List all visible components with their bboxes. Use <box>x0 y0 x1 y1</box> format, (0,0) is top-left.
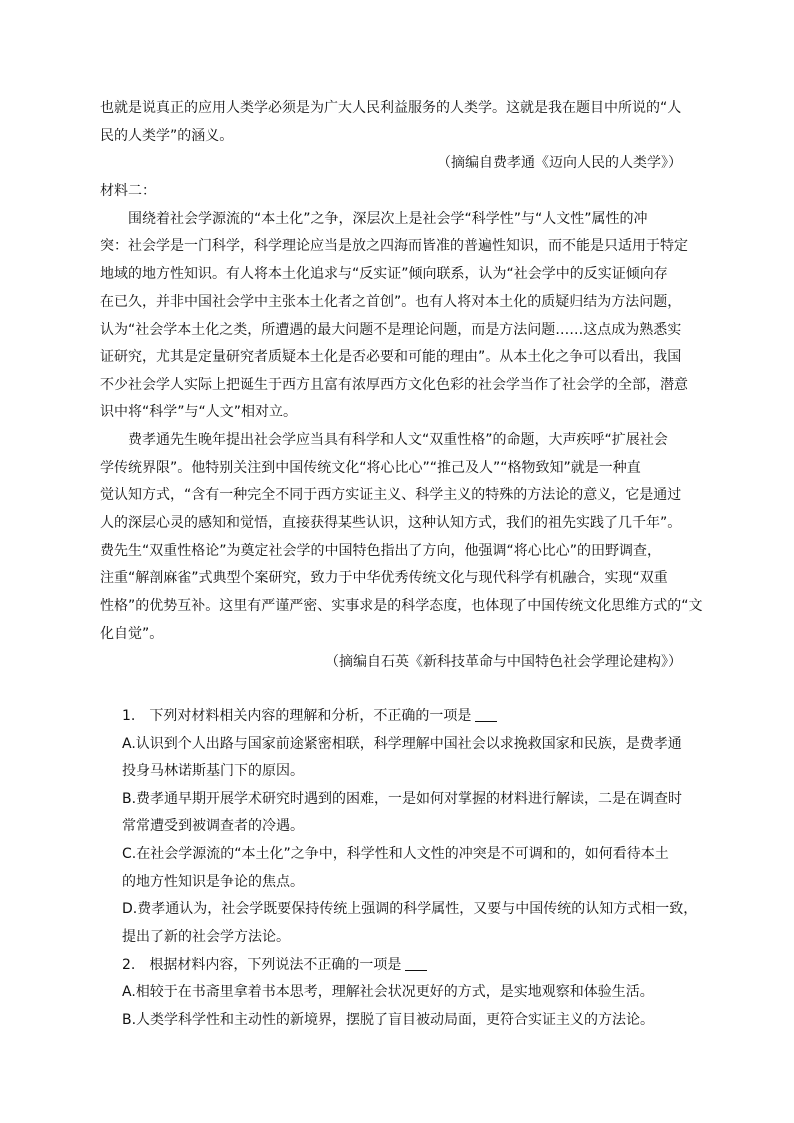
material-two-p1-line: 地域的地方性知识。有人将本土化追求与“反实证”倾向联系，认为“社会学中的反实证倾向存 <box>100 266 668 282</box>
question-1-option-b: B.费孝通早期开展学术研究时遇到的困难，一是如何对掌握的材料进行解读，二是在调查时 <box>122 791 683 807</box>
question-1-stem <box>122 702 497 730</box>
material-two-p2-line: 注重“解剖麻雀”式典型个案研究，致力于中华优秀传统文化与现代科学有机融合，实现“双重 <box>100 570 668 586</box>
question-1-option-b-cont: 常常遭受到被调查者的冷遇。 <box>122 818 304 834</box>
material-one-line-2: 民的人类学”的涵义。 <box>100 128 234 144</box>
material-one-source: （摘编自费孝通《迈向人民的人类学》） <box>437 155 682 171</box>
material-two-p1-line: 认为“社会学本土化之类，所遭遇的最大问题不是理论问题，而是方法问题……这点成为熟悉实 <box>100 322 682 338</box>
material-one-line-1: 也就是说真正的应用人类学必须是为广大人民利益服务的人类学。这就是我在题目中所说的“人 <box>100 100 682 116</box>
question-1-option-c: C.在社会学源流的“本土化”之争中，科学性和人文性的冲突是不可调和的，如何看待本土 <box>122 846 669 862</box>
material-two-p2-line: 人的深层心灵的感知和觉悟，直接获得某些认识，这种认知方式，我们的祖先实践了几千年”。 <box>100 515 682 531</box>
material-two-p2-line: 学传统界限”。他特别关注到中国传统文化“将心比心”“推己及人”“格物致知”就是一种直 <box>100 460 641 476</box>
question-1-option-c-cont: 的地方性知识是争论的焦点。 <box>122 874 304 890</box>
question-1-option-a-cont: 投身马林诺斯基门下的原因。 <box>122 763 304 779</box>
question-1-option-d-cont: 提出了新的社会学方法论。 <box>122 929 290 945</box>
material-two-source: （摘编自石英《新科技革命与中国特色社会学理论建构》） <box>325 654 682 670</box>
material-two-p1-line: 围绕着社会学源流的“本土化”之争，深层次上是社会学“科学性”与“人文性”属性的冲 <box>100 211 648 227</box>
question-2-option-b: B.人类学科学性和主动性的新境界，摆脱了盲目被动局面，更符合实证主义的方法论。 <box>122 1012 655 1028</box>
question-1-option-d: D.费孝通认为，社会学既要保持传统上强调的科学属性，又要与中国传统的认知方式相一致， <box>122 901 698 917</box>
material-two-p1-line: 突：社会学是一门科学，科学理论应当是放之四海而皆准的普遍性知识，而不能是只适用于特定 <box>100 238 688 254</box>
material-two-p2-line: 化自觉”。 <box>100 626 164 642</box>
question-2-stem-text: 2. 根据材料内容，下列说法不正确的一项是 <box>122 957 402 973</box>
question-2-option-a: A.相较于在书斋里拿着书本思考，理解社会状况更好的方式，是实地观察和体验生活。 <box>122 984 654 1000</box>
material-two-p1-line: 识中将“科学”与“人文”相对立。 <box>100 404 298 420</box>
answer-blank[interactable] <box>405 956 427 971</box>
question-1-option-a: A.认识到个人出路与国家前途紧密相联，科学理解中国社会以求挽救国家和民族，是费孝通 <box>122 736 682 752</box>
question-1-stem-text: 1. 下列对材料相关内容的理解和分析，不正确的一项是 <box>122 708 472 724</box>
answer-blank[interactable] <box>475 707 497 722</box>
material-two-p2-line: 费先生“双重性格论”为奠定社会学的中国特色指出了方向，他强调“将心比心”的田野调查， <box>100 543 662 559</box>
material-two-p2-line: 性格”的优势互补。这里有严谨严密、实事求是的科学态度，也体现了中国传统文化思维方式的“文 <box>100 598 703 614</box>
material-two-p1-line: 不少社会学人实际上把诞生于西方且富有浓厚西方文化色彩的社会学当作了社会学的全部，潜意 <box>100 377 688 393</box>
material-two-heading: 材料二： <box>100 183 156 199</box>
material-two-p2-line: 费孝通先生晚年提出社会学应当具有科学和人文“双重性格”的命题，大声疾呼“扩展社会 <box>100 432 668 448</box>
question-2-stem <box>122 951 427 979</box>
material-two-p2-line: 觉认知方式，“含有一种完全不同于西方实证主义、科学主义的特殊的方法论的意义，它是通过 <box>100 487 682 503</box>
material-two-p1-line: 在已久，并非中国社会学中主张本土化者之首创”。也有人将对本土化的质疑归结为方法问题， <box>100 294 682 310</box>
material-two-p1-line: 证研究，尤其是定量研究者质疑本土化是否必要和可能的理由”。从本土化之争可以看出，我国 <box>100 349 682 365</box>
